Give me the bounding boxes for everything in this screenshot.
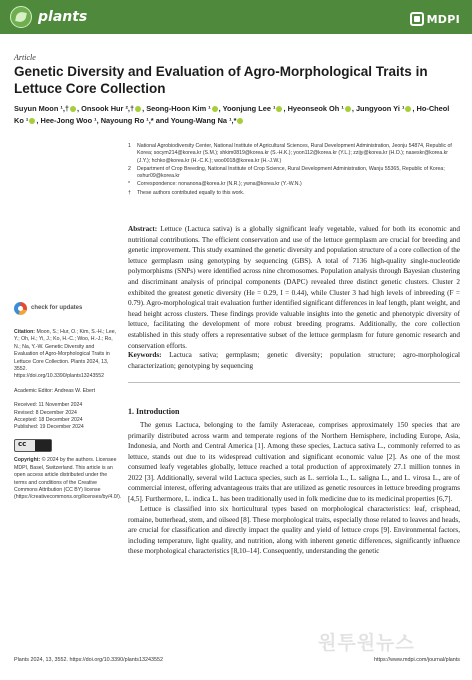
author[interactable]: , Ho-Cheol Ko ¹ bbox=[14, 104, 450, 125]
academic-editor: Academic Editor: Andreas W. Ebert bbox=[14, 387, 96, 394]
orcid-icon[interactable] bbox=[405, 106, 411, 112]
orcid-icon[interactable] bbox=[212, 106, 218, 112]
affiliation-text: National Agrobiodiversity Center, National Institute of Agricultural Sciences, Rural Development Administration, Jeonju 54874, Republic of Korea; socym214@korea.kr (S.M.); shkim0819@korea.kr (S.-H.K.); yoon112@korea.kr (Y.L.); zzijy@korea.kr (H.O.); naseskr@korea.kr (J.Y.); hchko@korea.kr (H.-C.K.); woo0018@korea.kr (H.-J.W.) bbox=[137, 143, 452, 164]
publisher-logo[interactable] bbox=[410, 12, 460, 26]
abstract bbox=[128, 224, 460, 351]
keywords-text: Lactuca sativa; germplasm; genetic diversity; population structure; agro-morphological characterization; genotyping by sequencing bbox=[128, 351, 461, 370]
author[interactable]: , Hyeonseok Oh ¹ bbox=[283, 104, 344, 113]
article-sidebar bbox=[14, 302, 122, 509]
copyright-text: © 2024 by the authors. Licensee MDPI, Basel, Switzerland. This article is an open access article distributed under the terms and conditions of the Creative Commons Attribution (CC BY) license (https://creativecommons.org/licenses/by/4.0/). bbox=[14, 457, 122, 501]
author[interactable]: , Jungyoon Yi ¹ bbox=[351, 104, 405, 113]
check-updates-label: check for updates bbox=[31, 305, 83, 312]
keywords-label: Keywords: bbox=[128, 351, 162, 359]
affiliation bbox=[128, 166, 458, 181]
leaf-logo-icon bbox=[10, 6, 32, 28]
citation bbox=[14, 329, 118, 381]
affiliation-text: Correspondence: nonanona@korea.kr (N.R.); ywna@korea.kr (Y.-W.N.) bbox=[137, 181, 302, 188]
citation-label: Citation: bbox=[14, 329, 36, 335]
paragraph: The genus Lactuca, belonging to the family Asteraceae, comprises approximately 150 species that are primarily distributed across warm and temperate regions of the Northern Hemisphere, including Europe, Asia, Indonesia, and North and Central America [1]. Among these species, Lactuca sativa L., commonly referred to as lettuce, stands out due to its widespread cultivation and significant economic value [2]. As one of the most consumed leafy vegetables globally, lettuce reached a total production of approximately 27.1 million tonnes in 2022 [3]. Additionally, several wild Lactuca species, such as L. serriola L., L. saligna L., and L. virosa L., are of commercial interest, offering advantageous traits that are utilized as genetic resources in lettuce breeding programs [4,5]. Furthermore, L. indica L. has been traditionally used in folk medicine due to its medicinal properties [6,7]. bbox=[128, 421, 460, 503]
footer-citation[interactable]: Plants 2024, 13, 3552. https://doi.org/10.3390/plants13243552 bbox=[14, 657, 163, 663]
author[interactable]: , Yoonjung Lee ¹ bbox=[218, 104, 276, 113]
published-date: Published: 19 December 2024 bbox=[14, 424, 84, 431]
affiliation-marker: 1 bbox=[128, 143, 131, 149]
revised-date: Revised: 8 December 2024 bbox=[14, 409, 77, 416]
orcid-icon[interactable] bbox=[135, 106, 141, 112]
author[interactable]: , Nayoung Ro ¹,* bbox=[96, 116, 154, 125]
section-divider bbox=[128, 382, 460, 383]
author[interactable]: and Young-Wang Na ¹,* bbox=[153, 116, 237, 125]
news-watermark: 원투원뉴스 bbox=[318, 632, 415, 654]
citation-text[interactable]: Moon, S.; Hur, O.; Kim, S.-H.; Lee, Y.; Oh, H.; Yi, J.; Ko, H.-C.; Woo, H.-J.; Ro, N.; Na, Y.-W. Genetic Diversity and Evaluation of Agro-Morphological Traits in Lettuce Core Collection. Plants 2024, 13, 3552. https://doi.org/10.3390/plants13243552 bbox=[14, 329, 117, 380]
copyright bbox=[14, 457, 122, 501]
abstract-label: Abstract: bbox=[128, 225, 158, 233]
affiliation-marker: 2 bbox=[128, 165, 131, 172]
abstract-text: Lettuce (Lactuca sativa) is a globally significant leafy vegetable, valued for both its economic and nutritional contributions. The efficient conservation and use of the lettuce germplasm are crucial for breeding and genetic improvement. This study examined the genetic diversity and population structure of a core collection of the lettuce germplasm using genotyping by sequencing (GBS). A total of 7136 high-quality single-nucleotide polymorphisms (SNPs) were identified across nine chromosomes. Population analysis through Bayesian clustering and discriminant analysis of principal components (DAPC) revealed three distinct genetic clusters. Cluster 2 exhibited the greatest genetic diversity (He = 0.29, I = 0.44), while Cluster 3 had high levels of inbreeding (F = 0.79). Agro-morphological trait evaluation further identified significant differences in leaf length, plant weight, and head height across clusters. These findings provide valuable insights into the genetic and phenotypic diversity of lettuce, facilitating the development of more robust breeding programs. Additionally, the core collection established in this study offers a representative subset of the lettuce germplasm for future genomic research and conservation efforts. bbox=[128, 225, 460, 350]
orcid-icon[interactable] bbox=[237, 118, 243, 124]
affiliation-text: These authors contributed equally to this work. bbox=[137, 189, 245, 196]
paragraph: Lettuce is classified into six horticultural types based on morphological characteristics: leaf, crisphead, romaine, butterhead, stem, and oilseed [8]. These morphological traits, especially those related to leaves and heads, are crucial for classification and directly impact the quality and yield of lettuce crops [9]. Environmental factors, including temperature, light quality, and nutrition, along with inherent genetic differences, significantly influence these morphological characteristics [8,10–14]. Consequently, understanding the genetic bbox=[128, 505, 460, 555]
accepted-date: Accepted: 18 December 2024 bbox=[14, 417, 83, 424]
author[interactable]: Suyun Moon ¹,† bbox=[14, 104, 70, 113]
equal-contribution-note bbox=[128, 190, 458, 197]
introduction-body bbox=[128, 420, 460, 557]
correspondence bbox=[128, 181, 458, 188]
orcid-icon[interactable] bbox=[29, 118, 35, 124]
author[interactable]: , Seong-Hoon Kim ¹ bbox=[142, 104, 211, 113]
affiliation-text: Department of Crop Breeding, National Institute of Crop Science, Rural Development Administration, Wanju 55365, Republic of Korea; oshur09@korea.kr bbox=[137, 165, 445, 180]
author[interactable]: , Onsook Hur ²,† bbox=[77, 104, 135, 113]
publisher-name: MDPI bbox=[426, 12, 460, 26]
affiliation bbox=[128, 143, 458, 165]
received-date: Received: 11 November 2024 bbox=[14, 402, 83, 409]
footer-journal-link[interactable]: https://www.mdpi.com/journal/plants bbox=[374, 657, 460, 663]
history-dates bbox=[14, 402, 118, 432]
affiliation-marker: * bbox=[128, 181, 131, 188]
article-type: Article bbox=[14, 53, 36, 62]
cc-by-license-icon[interactable] bbox=[14, 439, 52, 452]
affiliations bbox=[128, 143, 458, 198]
author[interactable]: , Hee-Jong Woo ¹ bbox=[36, 116, 97, 125]
orcid-icon[interactable] bbox=[276, 106, 282, 112]
orcid-icon[interactable] bbox=[345, 106, 351, 112]
article-title: Genetic Diversity and Evaluation of Agro-Morphological Traits in Lettuce Core Collection bbox=[14, 64, 428, 96]
affiliation-marker: † bbox=[128, 189, 131, 196]
orcid-icon[interactable] bbox=[70, 106, 76, 112]
journal-logo[interactable] bbox=[10, 6, 87, 28]
mdpi-mark-icon bbox=[410, 12, 424, 26]
keywords bbox=[128, 350, 460, 371]
author-list bbox=[14, 103, 459, 127]
journal-name: plants bbox=[38, 9, 88, 25]
page-footer bbox=[14, 657, 460, 663]
check-for-updates-button[interactable] bbox=[14, 302, 118, 315]
copyright-label: Copyright: bbox=[14, 457, 41, 464]
check-updates-icon bbox=[14, 302, 27, 315]
introduction-heading: 1. Introduction bbox=[128, 407, 180, 416]
